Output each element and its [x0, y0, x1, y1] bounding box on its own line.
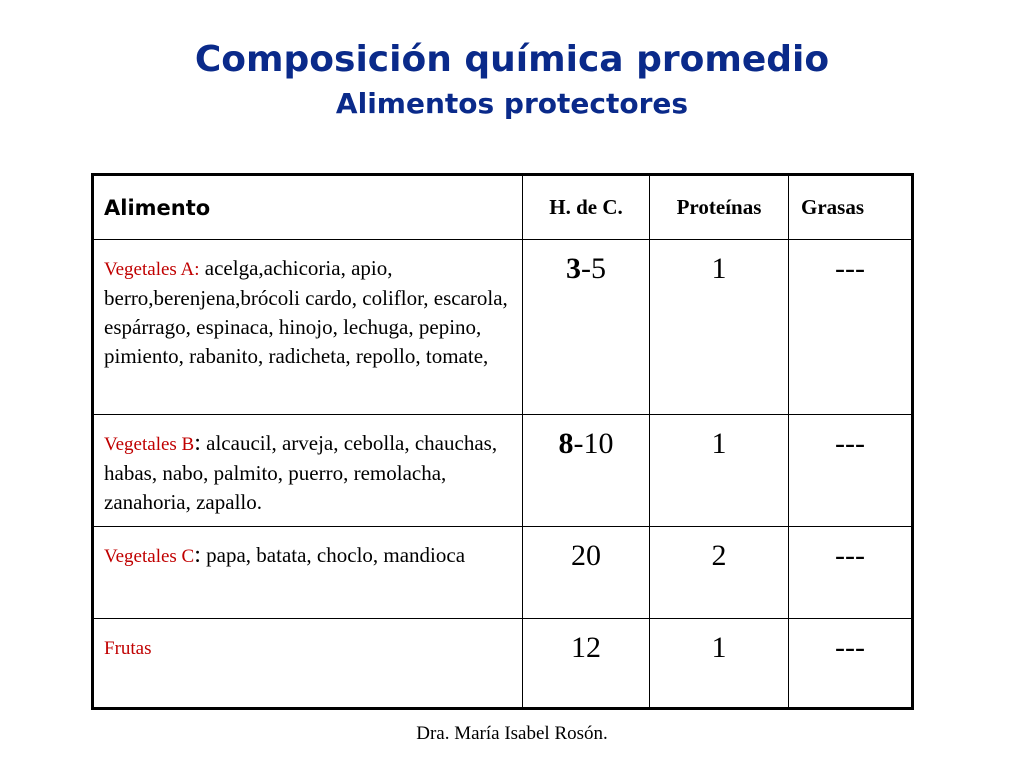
grasas-cell: --- — [789, 527, 913, 619]
food-cell — [93, 619, 523, 709]
food-category: Vegetales C — [104, 546, 195, 567]
header-grasas: Grasas — [789, 175, 913, 240]
grasas-cell: --- — [789, 240, 913, 415]
grasas-cell: --- — [789, 415, 913, 527]
hc-bold: 8 — [558, 427, 574, 460]
food-category: Vegetales B — [104, 434, 195, 455]
composition-table — [91, 173, 914, 710]
table-row — [93, 415, 913, 527]
food-category: Vegetales A: — [104, 259, 200, 280]
grasas-cell: --- — [789, 619, 913, 709]
header-proteinas: Proteínas — [650, 175, 789, 240]
food-cell — [93, 527, 523, 619]
header-hc: H. de C. — [523, 175, 650, 240]
hc-rest: -10 — [573, 427, 614, 460]
slide-subtitle: Alimentos protectores — [335, 87, 689, 120]
footer-author: Dra. María Isabel Rosón. — [416, 723, 608, 744]
hc-cell — [523, 240, 650, 415]
food-cell — [93, 240, 523, 415]
header-row — [93, 175, 913, 240]
header-alimento: Alimento — [93, 175, 523, 240]
table-row — [93, 527, 913, 619]
proteinas-cell: 2 — [650, 527, 789, 619]
food-items: alcaucil, arveja, cebolla, chauchas, habas, nabo, palmito, puerro, remolacha, zanahoria, zapallo. — [104, 431, 498, 514]
food-colon: : — [194, 542, 201, 568]
proteinas-cell: 1 — [650, 415, 789, 527]
hc-rest: -5 — [581, 252, 606, 285]
food-items: papa, batata, choclo, mandioca — [206, 543, 466, 567]
food-category: Frutas — [104, 638, 152, 659]
hc-cell — [523, 415, 650, 527]
hc-bold: 3 — [566, 252, 581, 285]
food-colon: : — [194, 430, 201, 456]
table-row — [93, 619, 913, 709]
table-row — [93, 240, 913, 415]
food-items: acelga,achicoria, apio, berro,berenjena,brócoli cardo, coliflor, escarola, espárrago, espinaca, hinojo, lechuga, pepino, pimiento, rabanito, radicheta, repollo, tomate, — [104, 256, 508, 368]
food-cell — [93, 415, 523, 527]
hc-cell: 12 — [523, 619, 650, 709]
hc-cell: 20 — [523, 527, 650, 619]
proteinas-cell: 1 — [650, 619, 789, 709]
slide-title: Composición química promedio — [194, 39, 830, 80]
proteinas-cell: 1 — [650, 240, 789, 415]
